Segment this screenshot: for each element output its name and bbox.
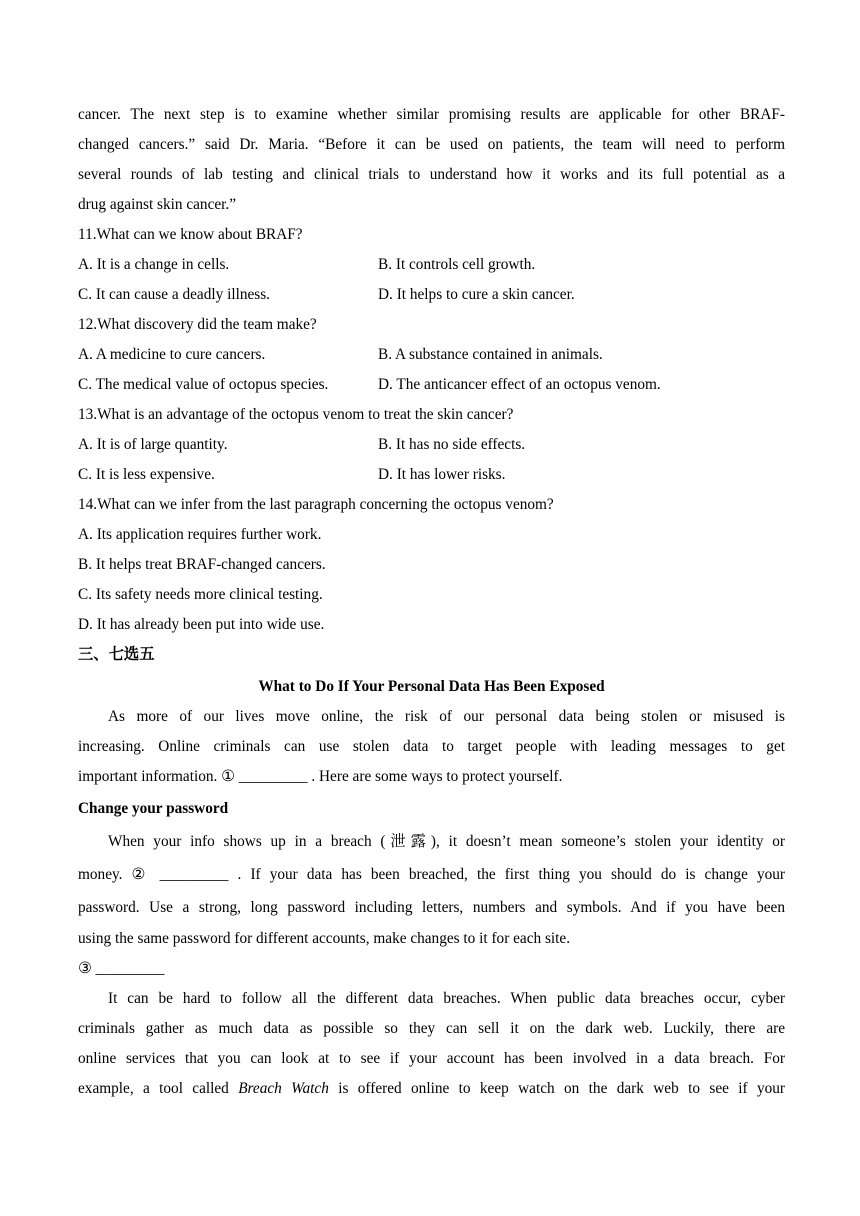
section-label: 三、七选五 (78, 646, 155, 663)
subheading-change-password: Change your password (78, 800, 229, 817)
paragraph-line: increasing. Online criminals can use stolen data to target people with leading messages to get (78, 738, 785, 755)
option-b: B. It controls cell growth. (378, 256, 536, 273)
option-a: A. A medicine to cure cancers. (78, 346, 266, 363)
option-c: C. It can cause a deadly illness. (78, 286, 270, 303)
password-paragraph (78, 825, 785, 954)
paragraph-line: As more of our lives move online, the risk of our personal data being stolen or misused is (108, 708, 785, 725)
option-a: A. Its application requires further work. (78, 526, 322, 543)
option-a: A. It is of large quantity. (78, 436, 228, 453)
text-run: example, a tool called (78, 1080, 239, 1097)
question-11 (78, 220, 785, 310)
paragraph-line: money. ② _________ . If your data has been breached, the first thing you should do is change your (78, 866, 785, 883)
paragraph-line: It can be hard to follow all the different data breaches. When public data breaches occur, cyber (108, 990, 785, 1007)
paragraph-line (78, 1074, 785, 1104)
paragraph-line: criminals gather as much data as possible so they can sell it on the dark web. Luckily, there are (78, 1020, 785, 1037)
blank-3-heading: ③ _________ (78, 960, 165, 977)
option-d: D. It helps to cure a skin cancer. (378, 286, 575, 303)
tool-name: Breach Watch (238, 1080, 329, 1097)
option-b: B. It helps treat BRAF-changed cancers. (78, 556, 326, 573)
paragraph-line: password. Use a strong, long password including letters, numbers and symbols. And if you have been (78, 899, 785, 916)
passage-line: drug against skin cancer.” (78, 196, 237, 213)
paragraph-line: using the same password for different accounts, make changes to it for each site. (78, 930, 571, 947)
question-14 (78, 490, 785, 640)
question-12 (78, 310, 785, 400)
document-page (78, 100, 785, 1104)
option-b: B. A substance contained in animals. (378, 346, 603, 363)
question-stem: 12.What discovery did the team make? (78, 316, 317, 333)
breach-paragraph (78, 984, 785, 1104)
option-d: D. It has lower risks. (378, 466, 506, 483)
option-d: D. The anticancer effect of an octopus venom. (378, 376, 661, 393)
passage-line: cancer. The next step is to examine whether similar promising results are applicable for other BRAF- (78, 106, 785, 123)
passage-line: changed cancers.” said Dr. Maria. “Before it can be used on patients, the team will need to perform (78, 136, 785, 153)
question-stem: 14.What can we infer from the last paragraph concerning the octopus venom? (78, 496, 554, 513)
option-c: C. The medical value of octopus species. (78, 376, 329, 393)
passage-ending (78, 100, 785, 220)
passage-line: several rounds of lab testing and clinical trials to understand how it works and its full potential as a (78, 166, 785, 183)
option-c: C. Its safety needs more clinical testing. (78, 586, 323, 603)
option-a: A. It is a change in cells. (78, 256, 230, 273)
question-stem: 11.What can we know about BRAF? (78, 226, 303, 243)
paragraph-line: online services that you can look at to see if your account has been involved in a data breach. For (78, 1050, 785, 1067)
text-run: is offered online to keep watch on the dark web to see if your (328, 1080, 785, 1097)
option-c: C. It is less expensive. (78, 466, 215, 483)
paragraph-line: important information. ① _________ . Here are some ways to protect yourself. (78, 768, 563, 785)
question-stem: 13.What is an advantage of the octopus venom to treat the skin cancer? (78, 406, 514, 423)
question-13 (78, 400, 785, 490)
option-b: B. It has no side effects. (378, 436, 526, 453)
paragraph-line: When your info shows up in a breach (泄露), it doesn’t mean someone’s stolen your identity or (108, 833, 785, 850)
option-d: D. It has already been put into wide use. (78, 616, 325, 633)
article-title: What to Do If Your Personal Data Has Been Exposed (258, 678, 605, 695)
intro-paragraph (78, 702, 785, 792)
